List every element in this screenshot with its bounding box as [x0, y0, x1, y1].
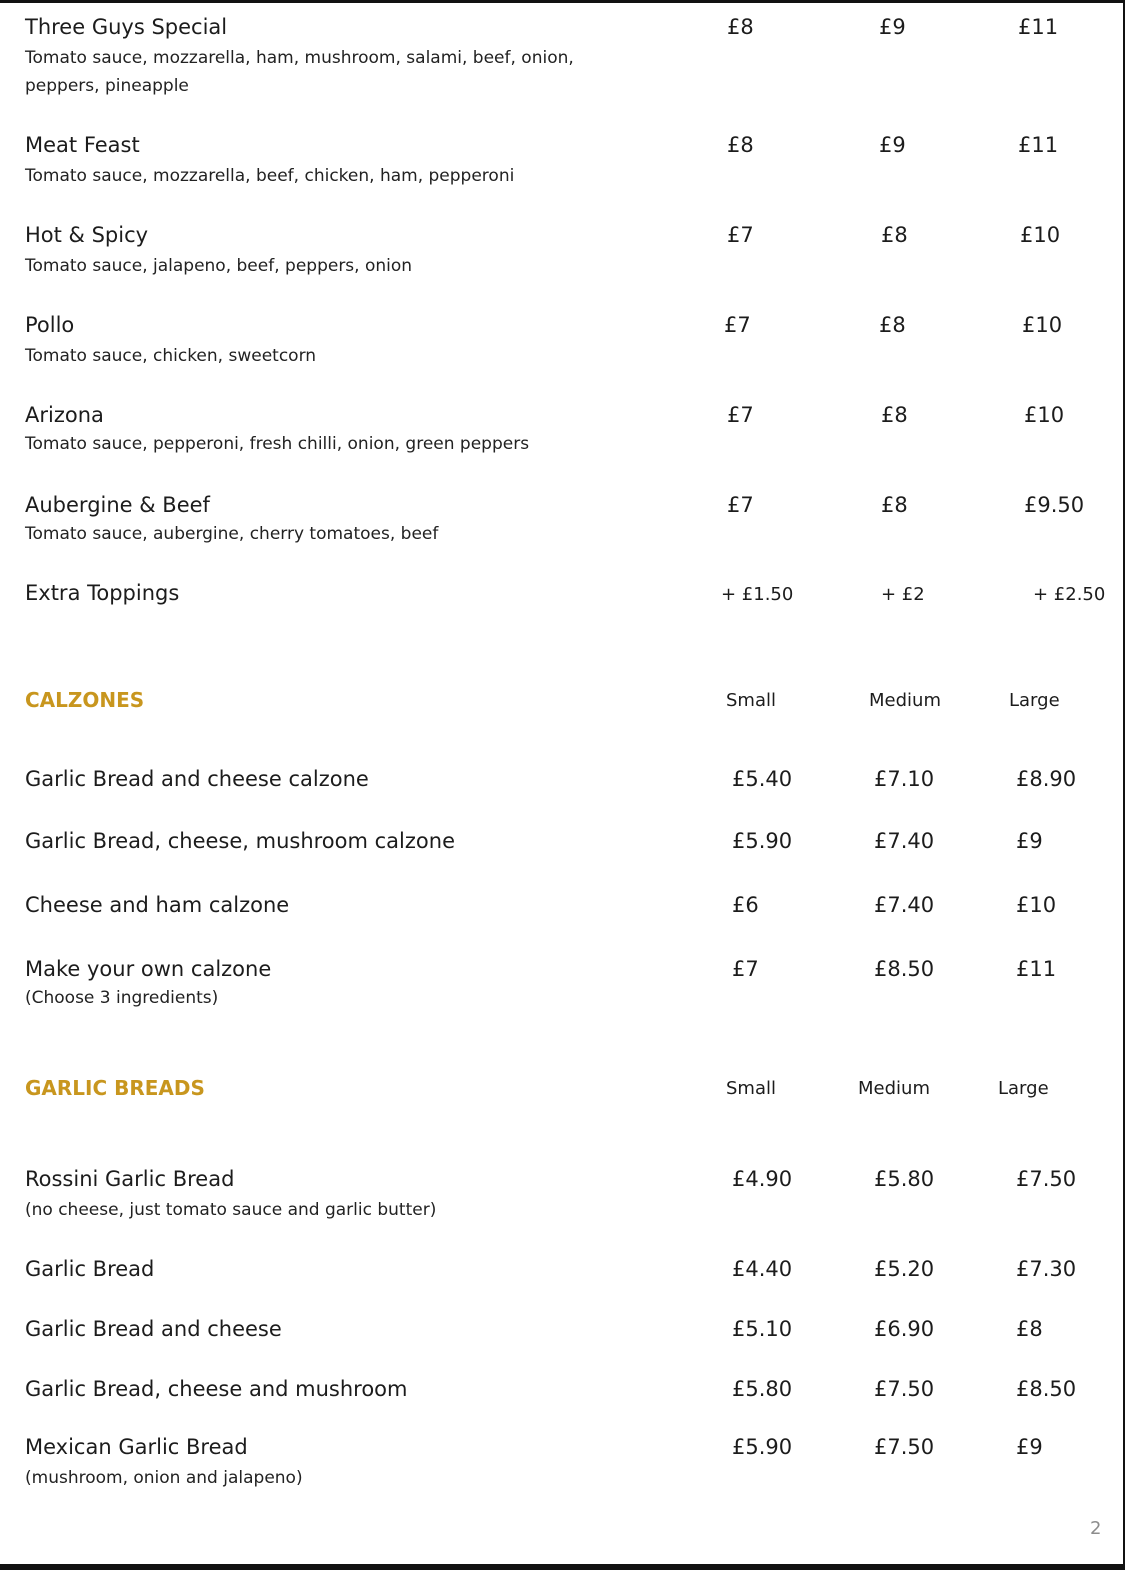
price-large: £7.30 [1016, 1257, 1077, 1281]
item-desc: (Choose 3 ingredients) [25, 988, 219, 1008]
price-large: £9 [1016, 829, 1043, 853]
item-desc: (no cheese, just tomato sauce and garlic butter) [25, 1200, 437, 1220]
item-name: Aubergine & Beef [25, 493, 210, 517]
price-small: £4.40 [732, 1257, 793, 1281]
price-small: £5.90 [732, 1435, 793, 1459]
item-desc: Tomato sauce, pepperoni, fresh chilli, onion, green peppers [25, 434, 530, 454]
price-small: £7 [727, 493, 754, 517]
price-small: £7 [727, 223, 754, 247]
column-header-small: Small [726, 690, 776, 711]
item-name: Extra Toppings [25, 581, 180, 605]
price-small: £5.90 [732, 829, 793, 853]
bottom-border [0, 1564, 1125, 1570]
price-medium: £7.50 [874, 1377, 935, 1401]
price-large: + £2.50 [1033, 584, 1106, 605]
price-small: £5.40 [732, 767, 793, 791]
price-small: £7 [727, 403, 754, 427]
price-medium: + £2 [881, 584, 925, 605]
price-medium: £7.40 [874, 893, 935, 917]
item-desc: Tomato sauce, aubergine, cherry tomatoes, beef [25, 524, 439, 544]
price-small: £8 [727, 133, 754, 157]
item-name: Garlic Bread and cheese calzone [25, 767, 369, 791]
price-large: £9.50 [1024, 493, 1085, 517]
price-medium: £8 [881, 493, 908, 517]
item-desc: Tomato sauce, chicken, sweetcorn [25, 346, 317, 366]
price-medium: £8 [879, 313, 906, 337]
item-desc: peppers, pineapple [25, 76, 189, 96]
price-medium: £7.50 [874, 1435, 935, 1459]
price-large: £10 [1016, 893, 1057, 917]
item-desc: (mushroom, onion and jalapeno) [25, 1468, 303, 1488]
item-name: Three Guys Special [25, 15, 228, 39]
price-large: £8.90 [1016, 767, 1077, 791]
section-heading: CALZONES [25, 688, 145, 712]
price-medium: £8 [881, 223, 908, 247]
price-small: £5.80 [732, 1377, 793, 1401]
price-small: £6 [732, 893, 759, 917]
price-small: £8 [727, 15, 754, 39]
price-medium: £7.10 [874, 767, 935, 791]
price-medium: £5.20 [874, 1257, 935, 1281]
price-medium: £6.90 [874, 1317, 935, 1341]
price-large: £10 [1024, 403, 1065, 427]
item-name: Mexican Garlic Bread [25, 1435, 248, 1459]
item-name: Garlic Bread, cheese and mushroom [25, 1377, 408, 1401]
price-small: £5.10 [732, 1317, 793, 1341]
price-medium: £9 [879, 15, 906, 39]
item-name: Pollo [25, 313, 75, 337]
price-small: £4.90 [732, 1167, 793, 1191]
item-name: Make your own calzone [25, 957, 272, 981]
item-name: Garlic Bread, cheese, mushroom calzone [25, 829, 455, 853]
column-header-medium: Medium [858, 1078, 930, 1099]
item-name: Cheese and ham calzone [25, 893, 290, 917]
price-small: £7 [732, 957, 759, 981]
item-desc: Tomato sauce, mozzarella, ham, mushroom, salami, beef, onion, [25, 48, 574, 68]
item-name: Garlic Bread and cheese [25, 1317, 282, 1341]
price-large: £8 [1016, 1317, 1043, 1341]
column-header-large: Large [998, 1078, 1049, 1099]
item-name: Garlic Bread [25, 1257, 155, 1281]
column-header-medium: Medium [869, 690, 941, 711]
item-desc: Tomato sauce, jalapeno, beef, peppers, onion [25, 256, 413, 276]
item-name: Hot & Spicy [25, 223, 149, 247]
item-name: Arizona [25, 403, 104, 427]
price-large: £11 [1018, 133, 1059, 157]
price-large: £8.50 [1016, 1377, 1077, 1401]
price-medium: £8.50 [874, 957, 935, 981]
page-number: 2 [1090, 1518, 1102, 1539]
price-medium: £7.40 [874, 829, 935, 853]
item-name: Rossini Garlic Bread [25, 1167, 235, 1191]
price-large: £9 [1016, 1435, 1043, 1459]
price-small: £7 [724, 313, 751, 337]
price-medium: £9 [879, 133, 906, 157]
column-header-large: Large [1009, 690, 1060, 711]
price-large: £7.50 [1016, 1167, 1077, 1191]
price-medium: £5.80 [874, 1167, 935, 1191]
price-large: £11 [1016, 957, 1057, 981]
top-border [0, 0, 1125, 3]
price-medium: £8 [881, 403, 908, 427]
section-heading: GARLIC BREADS [25, 1076, 205, 1100]
price-large: £11 [1018, 15, 1059, 39]
price-large: £10 [1022, 313, 1063, 337]
item-desc: Tomato sauce, mozzarella, beef, chicken, ham, pepperoni [25, 166, 515, 186]
column-header-small: Small [726, 1078, 776, 1099]
price-large: £10 [1020, 223, 1061, 247]
price-small: + £1.50 [721, 584, 794, 605]
item-name: Meat Feast [25, 133, 140, 157]
